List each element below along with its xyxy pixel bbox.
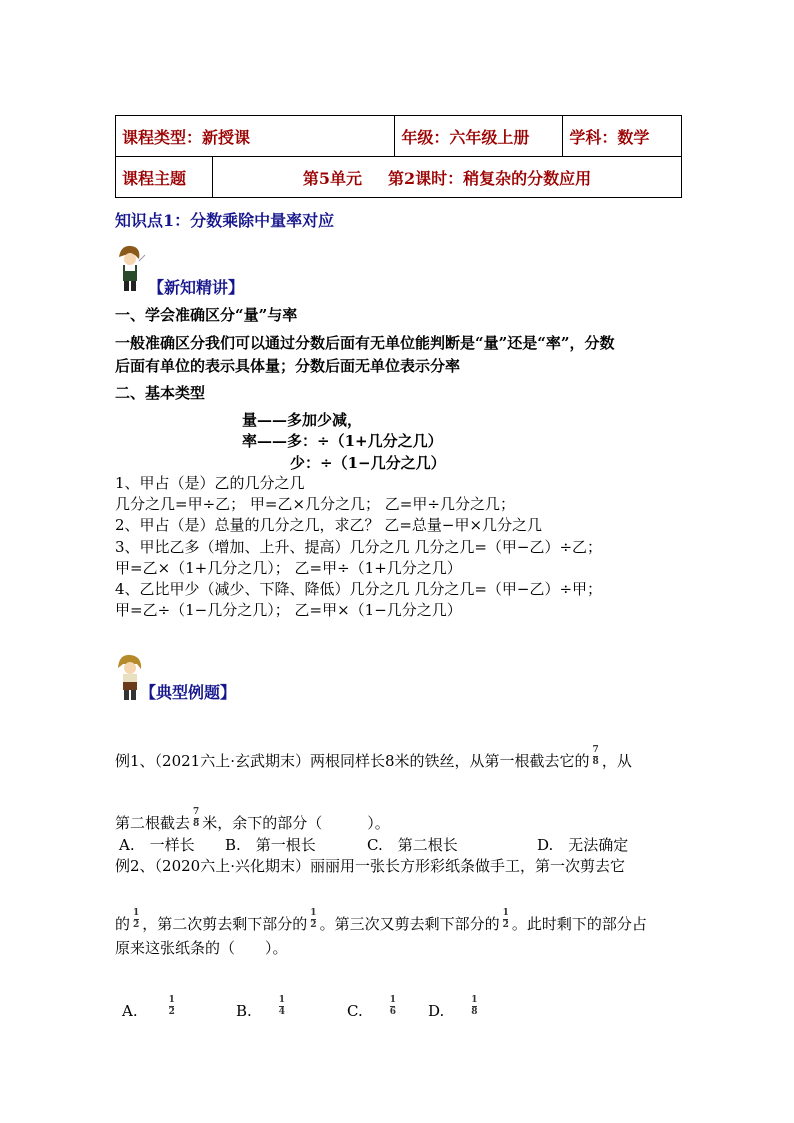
fraction: $\frac{1}{8}$: [471, 995, 478, 1017]
rule-rate-more: 率——多：÷（1+几分之几）: [242, 432, 443, 450]
heading-basic-types: 二、基本类型: [115, 384, 206, 402]
example-1-line: 第二根截去 $\frac{7}{8}$ 米，余下的部分（ ）。: [115, 807, 390, 832]
fraction: $\frac{1}{6}$: [389, 995, 396, 1017]
type-line: 3、甲比乙多（增加、上升、提高）几分之几 几分之几=（甲−乙）÷乙；: [115, 538, 603, 556]
option-c: C. 第二根长: [367, 836, 458, 854]
option-d: D. 无法确定: [537, 836, 629, 854]
fraction: $\frac{7}{8}$: [592, 745, 599, 767]
rule-quantity: 量——多加少减，: [242, 411, 363, 429]
subject: 学科：数学: [569, 127, 650, 147]
example-2-line: 例2、（2020六上·兴化期末）丽丽用一张长方形彩纸条做手工，第一次剪去它: [115, 857, 625, 875]
grade: 年级：六年级上册: [401, 127, 530, 147]
example-1-line: 例1、（2021六上·玄武期末）两根同样长8米的铁丝，从第一根截去它的 $\frac{7}{8}$ ，从: [115, 745, 632, 770]
type-line: 甲=乙×（1+几分之几）； 乙=甲÷（1+几分之几）: [115, 559, 462, 577]
option-b: B. 第一根长: [225, 836, 316, 854]
fraction: $\frac{1}{2}$: [310, 908, 317, 930]
type-line: 甲=乙÷（1−几分之几）； 乙=甲×（1−几分之几）: [115, 601, 462, 619]
option-b: B. $\frac{1}{4}$: [236, 995, 286, 1020]
rule-rate-less: 少：÷（1−几分之几）: [290, 454, 446, 472]
heading-distinguish: 一、学会准确区分“量”与率: [115, 306, 298, 324]
option-c: C. $\frac{1}{6}$: [347, 995, 396, 1020]
lesson: 第2课时：稍复杂的分数应用: [388, 168, 592, 188]
fraction: $\frac{1}{2}$: [502, 908, 509, 930]
section-title-new-knowledge: 【新知精讲】: [148, 278, 245, 297]
course-type: 课程类型：新授课: [122, 127, 251, 147]
option-a: A. 一样长: [119, 836, 195, 854]
type-line: 2、甲占（是）总量的几分之几，求乙？ 乙=总量−甲×几分之几: [115, 516, 543, 534]
type-line: 4、乙比甲少（减少、下降、降低）几分之几 几分之几=（甲−乙）÷甲；: [115, 580, 603, 598]
fraction: $\frac{1}{2}$: [133, 908, 140, 930]
fraction: $\frac{7}{8}$: [193, 807, 200, 829]
type-line: 几分之几=甲÷乙； 甲=乙×几分之几； 乙=甲÷几分之几；: [115, 495, 515, 513]
paragraph-line: 一般准确区分我们可以通过分数后面有无单位能判断是“量”还是“率”，分数: [115, 334, 615, 352]
option-d: D. $\frac{1}{8}$: [428, 995, 478, 1020]
course-header-table: [115, 115, 682, 198]
example-2-line: 原来这张纸条的（ ）。: [115, 939, 288, 957]
fraction: $\frac{1}{4}$: [278, 995, 286, 1017]
paragraph-line: 后面有单位的表示具体量；分数后面无单位表示分率: [115, 357, 461, 375]
example-2-line: 的 $\frac{1}{2}$ ，第二次剪去剩下部分的 $\frac{1}{2}$ 。第三次又剪去剩下部分的 $\frac{1}{2}$ 。此时剩下的部分占: [115, 908, 647, 933]
knowledge-point-heading: 知识点1：分数乘除中量率对应: [115, 211, 335, 230]
cartoon-boy-icon: [113, 243, 147, 295]
section-title-typical-examples: 【典型例题】: [140, 683, 237, 702]
option-a: A. $\frac{1}{2}$: [122, 995, 175, 1020]
type-line: 1、甲占（是）乙的几分之几: [115, 474, 305, 492]
topic-label: 课程主题: [122, 168, 187, 188]
fraction: $\frac{1}{2}$: [168, 995, 175, 1017]
unit: 第5单元: [302, 168, 362, 188]
